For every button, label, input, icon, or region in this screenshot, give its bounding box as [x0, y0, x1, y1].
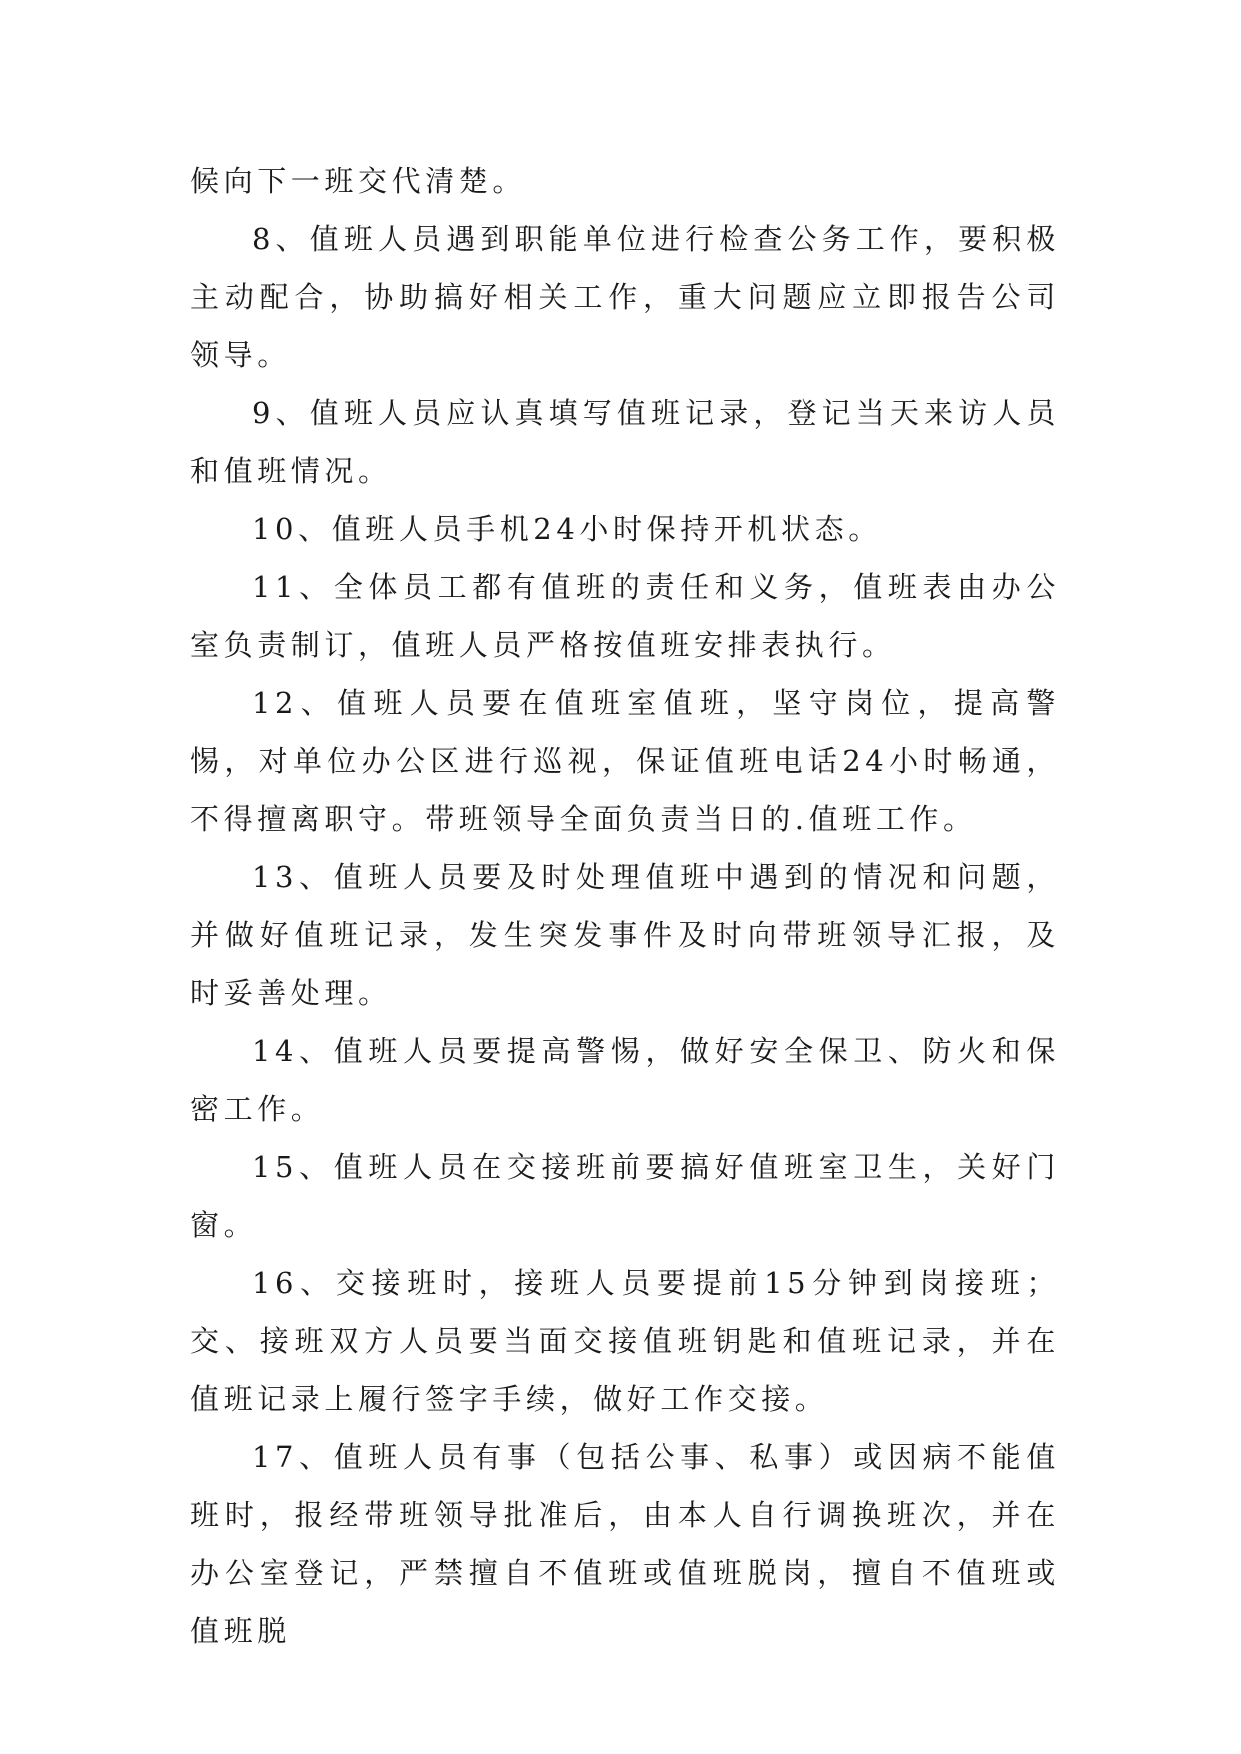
paragraph-continuation: 候向下一班交代清楚。 [190, 164, 527, 198]
document-body [190, 152, 1060, 1660]
paragraph-item-16: 16、交接班时，接班人员要提前15分钟到岗接班；交、接班双方人员要当面交接值班钥匙和值班记录，并在值班记录上履行签字手续，做好工作交接。 [190, 1266, 1060, 1416]
paragraph-item-13: 13、值班人员要及时处理值班中遇到的情况和问题，并做好值班记录，发生突发事件及时向带班领导汇报，及时妥善处理。 [190, 860, 1060, 1010]
paragraph-item-17: 17、值班人员有事（包括公事、私事）或因病不能值班时，报经带班领导批准后，由本人自行调换班次，并在办公室登记，严禁擅自不值班或值班脱岗，擅自不值班或值班脱 [190, 1440, 1060, 1648]
paragraph-item-12: 12、值班人员要在值班室值班，坚守岗位，提高警惕，对单位办公区进行巡视，保证值班电话24小时畅通，不得擅离职守。带班领导全面负责当日的.值班工作。 [190, 686, 1060, 836]
paragraph-item-10: 10、值班人员手机24小时保持开机状态。 [252, 512, 882, 546]
paragraph-item-15: 15、值班人员在交接班前要搞好值班室卫生，关好门窗。 [190, 1150, 1060, 1242]
paragraph-item-14: 14、值班人员要提高警惕，做好安全保卫、防火和保密工作。 [190, 1034, 1060, 1126]
paragraph-item-11: 11、全体员工都有值班的责任和义务，值班表由办公室负责制订，值班人员严格按值班安排表执行。 [190, 570, 1060, 662]
paragraph-item-8: 8、值班人员遇到职能单位进行检查公务工作，要积极主动配合，协助搞好相关工作，重大问题应立即报告公司领导。 [190, 222, 1060, 372]
paragraph-item-9: 9、值班人员应认真填写值班记录，登记当天来访人员和值班情况。 [190, 396, 1060, 488]
